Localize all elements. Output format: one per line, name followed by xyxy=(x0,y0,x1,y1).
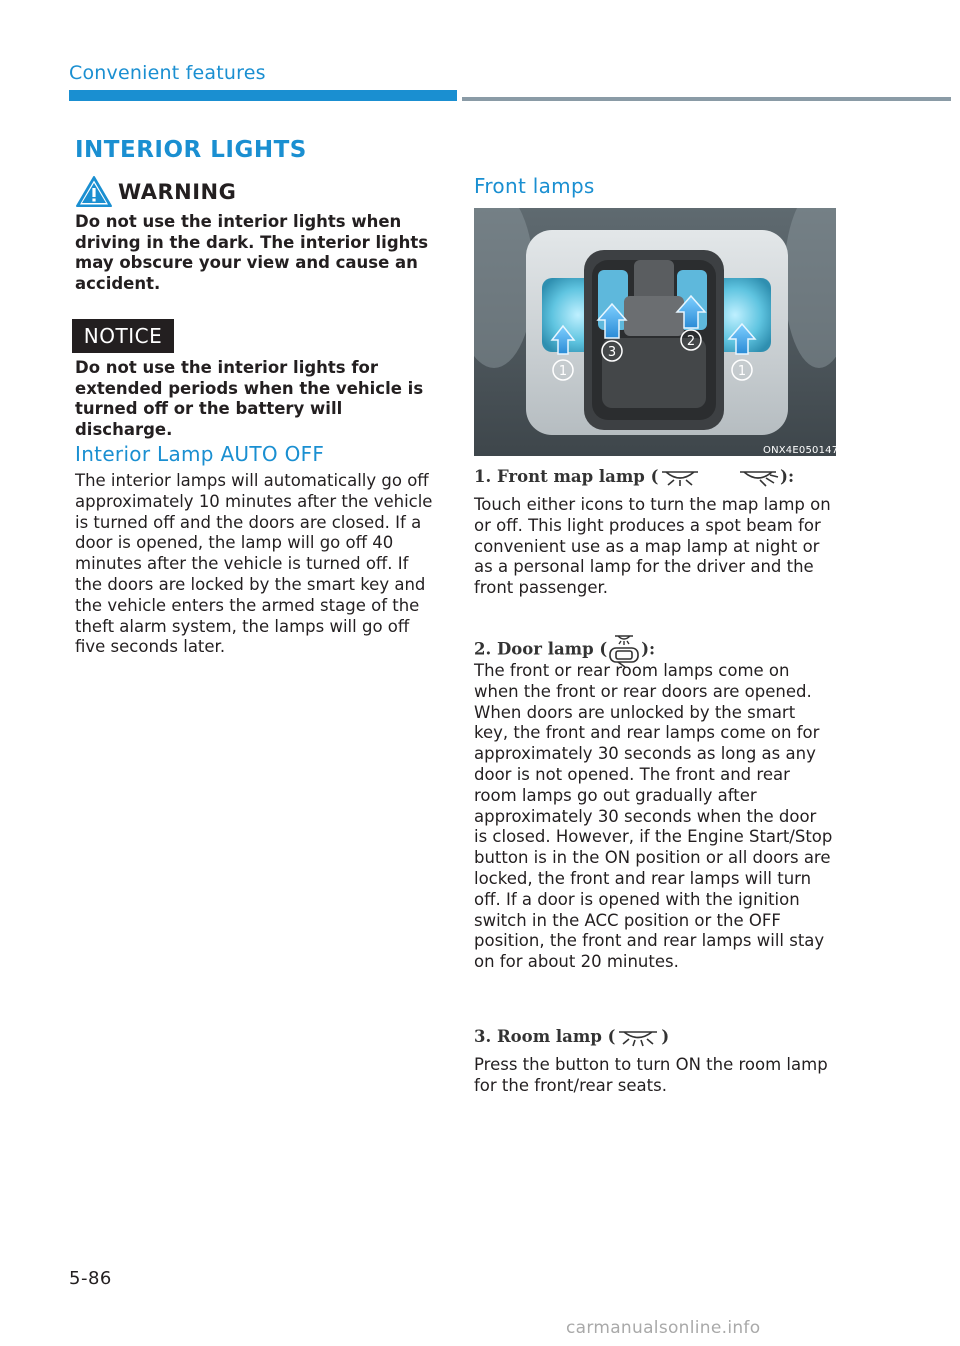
item-title-suffix: ): xyxy=(641,639,656,659)
item-title-text: 3. Room lamp ( xyxy=(474,1027,616,1046)
map-lamp-right-icon xyxy=(736,468,780,488)
item-title-text: 1. Front map lamp ( xyxy=(474,467,659,486)
page-number: 5-86 xyxy=(69,1268,112,1289)
item-room-lamp-text: Press the button to turn ON the room lamp for the front/rear seats. xyxy=(474,1055,828,1095)
item-title-suffix: ) xyxy=(661,1027,670,1046)
header-rule xyxy=(462,97,951,101)
item-title-suffix: ): xyxy=(780,467,795,486)
auto-off-heading: Interior Lamp AUTO OFF xyxy=(75,442,325,466)
notice-text: Do not use the interior lights for extended periods when the vehicle is turned off or the battery will discharge. xyxy=(75,358,424,439)
callout-2: 2 xyxy=(686,334,696,349)
photo-code: ONX4E050147 xyxy=(763,445,839,456)
callout-1-right: 1 xyxy=(737,364,747,379)
callout-1-left: 1 xyxy=(558,364,568,379)
watermark: carmanualsonline.info xyxy=(566,1318,761,1338)
item-door-lamp-text: The front or rear room lamps come on when the front or rear doors are opened. When doors are unlocked by the smart key, the front and rear lamps come on for approximately 30 seconds as long as any door is not opened. The front and rear room lamps go out gradually after approximately 30 seconds when the door is closed. However, if the Engine Start/Stop button is in the ON position or all doors are locked, the front and rear lamps will turn off. If a door is opened with the ignition switch in the ACC position or the OFF position, the front and rear lamps will stay on for about 20 minutes. xyxy=(474,661,833,972)
front-lamps-heading: Front lamps xyxy=(474,174,595,198)
item-front-map-lamp-title xyxy=(474,467,794,488)
section-title: Convenient features xyxy=(69,62,266,84)
item-title-text: 2. Door lamp ( xyxy=(474,639,608,659)
front-lamps-photo xyxy=(474,208,839,456)
warning-label: WARNING xyxy=(118,180,237,204)
item-front-map-lamp-text: Touch either icons to turn the map lamp on or off. This light produces a spot beam for convenient use as a map lamp at night or as a personal lamp for the driver and the front passenger. xyxy=(474,495,831,598)
auto-off-text: The interior lamps will automatically go off approximately 10 minutes after the vehicle is turned off and the doors are closed. If a door is opened, the lamp will go off 40 minutes after the vehicle is turned off. If the doors are locked by the smart key and the vehicle enters the armed stage of the theft alarm system, the lamps will go off five seconds later. xyxy=(75,471,433,657)
warning-triangle-icon xyxy=(75,175,113,208)
item-room-lamp-title xyxy=(474,1027,669,1048)
header-accent-bar xyxy=(69,90,457,101)
notice-label: NOTICE xyxy=(72,319,174,353)
main-heading: INTERIOR LIGHTS xyxy=(75,137,307,163)
callout-3: 3 xyxy=(607,345,617,360)
map-lamp-left-icon xyxy=(658,468,702,488)
warning-text: Do not use the interior lights when driving in the dark. The interior lights may obscure your view and cause an accident. xyxy=(75,212,429,293)
room-lamp-icon xyxy=(615,1028,661,1048)
